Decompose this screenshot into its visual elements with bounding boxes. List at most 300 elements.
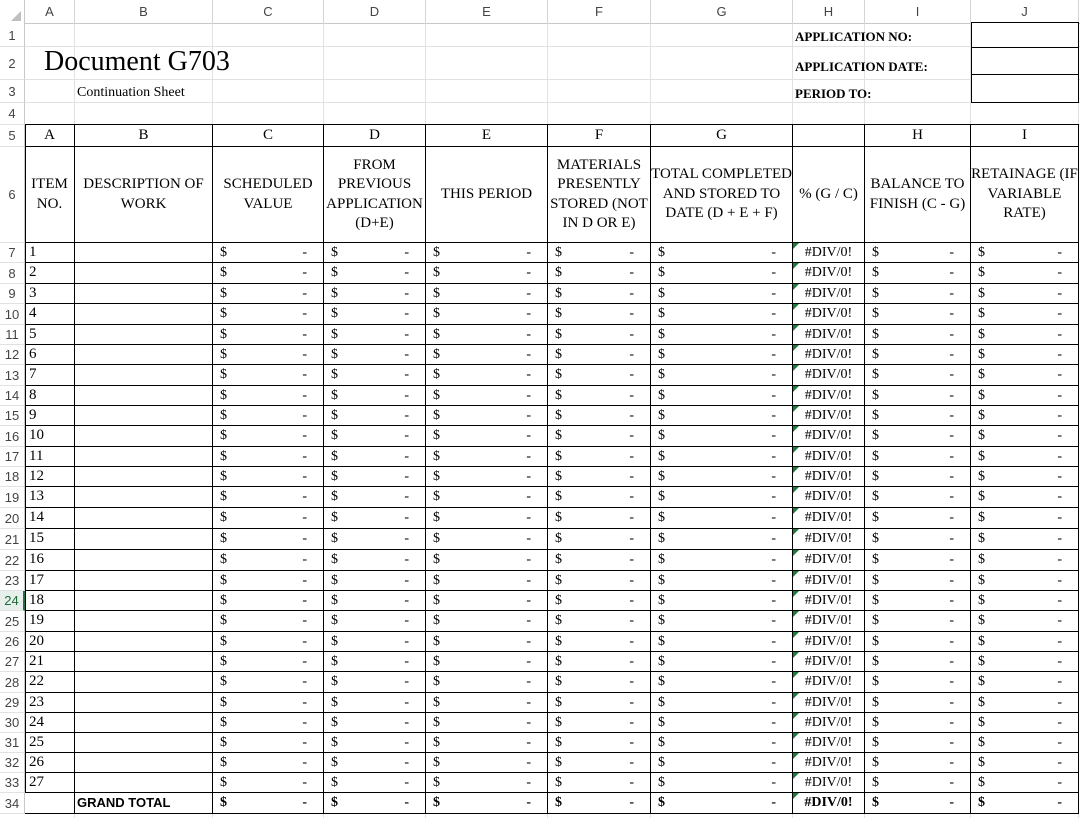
amount-cell[interactable] (213, 591, 324, 611)
amount-cell[interactable] (865, 733, 971, 753)
amount-cell[interactable] (426, 773, 548, 793)
amount-cell[interactable] (426, 529, 548, 550)
amount-cell[interactable] (548, 632, 651, 652)
row-header-21[interactable]: 21 (0, 529, 25, 550)
amount-cell[interactable] (324, 325, 426, 345)
amount-cell[interactable] (971, 487, 1079, 508)
amount-cell[interactable] (651, 508, 793, 529)
amount-cell[interactable] (971, 386, 1079, 406)
amount-cell[interactable] (971, 713, 1079, 733)
percent-cell[interactable] (793, 325, 865, 345)
row-header-27[interactable]: 27 (0, 652, 25, 672)
row-header-30[interactable]: 30 (0, 713, 25, 733)
amount-cell[interactable] (971, 632, 1079, 652)
item-number-cell[interactable]: 17 (25, 571, 75, 591)
description-cell[interactable] (75, 345, 213, 365)
amount-cell[interactable] (213, 325, 324, 345)
percent-cell[interactable] (793, 611, 865, 632)
description-cell[interactable] (75, 406, 213, 426)
amount-cell[interactable] (213, 406, 324, 426)
amount-cell[interactable] (651, 693, 793, 713)
amount-cell[interactable] (426, 284, 548, 304)
row-header-34[interactable]: 34 (0, 793, 25, 814)
amount-cell[interactable] (213, 611, 324, 632)
column-header-g[interactable]: G (651, 0, 793, 24)
item-number-cell[interactable]: 14 (25, 508, 75, 529)
amount-cell[interactable] (865, 672, 971, 693)
item-number-cell[interactable]: 19 (25, 611, 75, 632)
amount-cell[interactable] (324, 591, 426, 611)
amount-cell[interactable] (426, 713, 548, 733)
description-cell[interactable] (75, 693, 213, 713)
row-header-15[interactable]: 15 (0, 406, 25, 426)
amount-cell[interactable] (865, 793, 971, 814)
percent-cell[interactable] (793, 508, 865, 529)
amount-cell[interactable] (651, 243, 793, 263)
amount-cell[interactable] (324, 487, 426, 508)
amount-cell[interactable] (548, 467, 651, 487)
item-number-cell[interactable]: 4 (25, 304, 75, 325)
amount-cell[interactable] (426, 447, 548, 467)
percent-cell[interactable] (793, 243, 865, 263)
item-number-cell[interactable]: 9 (25, 406, 75, 426)
amount-cell[interactable] (426, 632, 548, 652)
amount-cell[interactable] (651, 447, 793, 467)
amount-cell[interactable] (324, 611, 426, 632)
amount-cell[interactable] (213, 793, 324, 814)
amount-cell[interactable] (324, 345, 426, 365)
application-no-field[interactable] (971, 22, 1079, 48)
amount-cell[interactable] (426, 672, 548, 693)
amount-cell[interactable] (971, 672, 1079, 693)
row-header-24[interactable]: 24 (0, 591, 25, 611)
amount-cell[interactable] (426, 611, 548, 632)
amount-cell[interactable] (548, 447, 651, 467)
percent-cell[interactable] (793, 652, 865, 672)
amount-cell[interactable] (865, 591, 971, 611)
amount-cell[interactable] (651, 591, 793, 611)
amount-cell[interactable] (213, 753, 324, 773)
amount-cell[interactable] (426, 325, 548, 345)
amount-cell[interactable] (324, 447, 426, 467)
percent-cell[interactable] (793, 284, 865, 304)
percent-cell[interactable] (793, 672, 865, 693)
amount-cell[interactable] (971, 467, 1079, 487)
amount-cell[interactable] (971, 243, 1079, 263)
amount-cell[interactable] (548, 611, 651, 632)
amount-cell[interactable] (651, 672, 793, 693)
item-number-cell[interactable]: 10 (25, 426, 75, 447)
row-header-7[interactable]: 7 (0, 243, 25, 263)
percent-cell[interactable] (793, 263, 865, 284)
item-number-cell[interactable]: 13 (25, 487, 75, 508)
amount-cell[interactable] (426, 591, 548, 611)
item-number-cell[interactable]: 27 (25, 773, 75, 793)
amount-cell[interactable] (548, 325, 651, 345)
amount-cell[interactable] (324, 467, 426, 487)
amount-cell[interactable] (865, 447, 971, 467)
description-cell[interactable] (75, 243, 213, 263)
percent-cell[interactable] (793, 426, 865, 447)
amount-cell[interactable] (865, 345, 971, 365)
amount-cell[interactable] (213, 243, 324, 263)
amount-cell[interactable] (651, 386, 793, 406)
column-header-e[interactable]: E (426, 0, 548, 24)
amount-cell[interactable] (324, 304, 426, 325)
amount-cell[interactable] (548, 284, 651, 304)
amount-cell[interactable] (426, 733, 548, 753)
amount-cell[interactable] (971, 284, 1079, 304)
item-number-cell[interactable]: 3 (25, 284, 75, 304)
percent-cell[interactable] (793, 447, 865, 467)
amount-cell[interactable] (971, 753, 1079, 773)
amount-cell[interactable] (548, 406, 651, 426)
amount-cell[interactable] (324, 284, 426, 304)
amount-cell[interactable] (426, 652, 548, 672)
amount-cell[interactable] (548, 693, 651, 713)
amount-cell[interactable] (865, 487, 971, 508)
row-header-32[interactable]: 32 (0, 753, 25, 773)
amount-cell[interactable] (213, 652, 324, 672)
amount-cell[interactable] (213, 733, 324, 753)
percent-cell[interactable] (793, 693, 865, 713)
amount-cell[interactable] (651, 793, 793, 814)
amount-cell[interactable] (971, 263, 1079, 284)
item-number-cell[interactable]: 18 (25, 591, 75, 611)
row-header-17[interactable]: 17 (0, 447, 25, 467)
amount-cell[interactable] (324, 733, 426, 753)
amount-cell[interactable] (651, 611, 793, 632)
amount-cell[interactable] (865, 753, 971, 773)
amount-cell[interactable] (426, 753, 548, 773)
amount-cell[interactable] (651, 733, 793, 753)
row-header-18[interactable]: 18 (0, 467, 25, 487)
description-cell[interactable] (75, 753, 213, 773)
description-cell[interactable] (75, 365, 213, 386)
amount-cell[interactable] (324, 652, 426, 672)
description-cell[interactable] (75, 550, 213, 571)
amount-cell[interactable] (548, 304, 651, 325)
percent-cell[interactable] (793, 345, 865, 365)
percent-cell[interactable] (793, 753, 865, 773)
row-header-6[interactable]: 6 (0, 147, 25, 243)
amount-cell[interactable] (971, 550, 1079, 571)
amount-cell[interactable] (865, 550, 971, 571)
amount-cell[interactable] (324, 529, 426, 550)
amount-cell[interactable] (213, 773, 324, 793)
amount-cell[interactable] (865, 263, 971, 284)
amount-cell[interactable] (971, 508, 1079, 529)
row-header-26[interactable]: 26 (0, 632, 25, 652)
amount-cell[interactable] (213, 447, 324, 467)
amount-cell[interactable] (213, 304, 324, 325)
amount-cell[interactable] (548, 508, 651, 529)
percent-cell[interactable] (793, 365, 865, 386)
amount-cell[interactable] (426, 693, 548, 713)
item-number-cell[interactable]: 26 (25, 753, 75, 773)
amount-cell[interactable] (426, 386, 548, 406)
description-cell[interactable] (75, 571, 213, 591)
item-number-cell[interactable]: 24 (25, 713, 75, 733)
amount-cell[interactable] (651, 406, 793, 426)
amount-cell[interactable] (426, 243, 548, 263)
description-cell[interactable] (75, 591, 213, 611)
amount-cell[interactable] (324, 550, 426, 571)
column-header-a[interactable]: A (25, 0, 75, 24)
item-number-cell[interactable]: 6 (25, 345, 75, 365)
amount-cell[interactable] (971, 406, 1079, 426)
description-cell[interactable] (75, 426, 213, 447)
amount-cell[interactable] (971, 447, 1079, 467)
amount-cell[interactable] (865, 611, 971, 632)
amount-cell[interactable] (971, 571, 1079, 591)
amount-cell[interactable] (324, 243, 426, 263)
item-number-cell[interactable]: 11 (25, 447, 75, 467)
description-cell[interactable] (75, 263, 213, 284)
item-number-cell[interactable]: 21 (25, 652, 75, 672)
amount-cell[interactable] (865, 529, 971, 550)
amount-cell[interactable] (651, 365, 793, 386)
amount-cell[interactable] (971, 325, 1079, 345)
amount-cell[interactable] (971, 365, 1079, 386)
percent-cell[interactable] (793, 467, 865, 487)
amount-cell[interactable] (865, 243, 971, 263)
amount-cell[interactable] (213, 386, 324, 406)
amount-cell[interactable] (548, 713, 651, 733)
amount-cell[interactable] (865, 693, 971, 713)
amount-cell[interactable] (865, 571, 971, 591)
description-cell[interactable] (75, 487, 213, 508)
row-header-12[interactable]: 12 (0, 345, 25, 365)
amount-cell[interactable] (548, 365, 651, 386)
amount-cell[interactable] (651, 652, 793, 672)
description-cell[interactable] (75, 632, 213, 652)
row-header-13[interactable]: 13 (0, 365, 25, 386)
row-header-33[interactable]: 33 (0, 773, 25, 793)
row-header-4[interactable]: 4 (0, 103, 25, 125)
description-cell[interactable] (75, 652, 213, 672)
amount-cell[interactable] (324, 365, 426, 386)
amount-cell[interactable] (548, 345, 651, 365)
amount-cell[interactable] (324, 632, 426, 652)
amount-cell[interactable] (324, 263, 426, 284)
amount-cell[interactable] (213, 550, 324, 571)
amount-cell[interactable] (971, 591, 1079, 611)
amount-cell[interactable] (865, 304, 971, 325)
row-header-22[interactable]: 22 (0, 550, 25, 571)
description-cell[interactable] (75, 773, 213, 793)
column-header-j[interactable]: J (971, 0, 1079, 24)
row-header-3[interactable]: 3 (0, 80, 25, 103)
item-number-cell[interactable]: 1 (25, 243, 75, 263)
item-number-cell[interactable]: 7 (25, 365, 75, 386)
select-all-corner[interactable] (0, 0, 25, 24)
item-number-cell[interactable]: 2 (25, 263, 75, 284)
column-header-c[interactable]: C (213, 0, 324, 24)
amount-cell[interactable] (865, 467, 971, 487)
row-header-1[interactable]: 1 (0, 24, 25, 47)
column-header-i[interactable]: I (865, 0, 971, 24)
amount-cell[interactable] (651, 467, 793, 487)
amount-cell[interactable] (651, 325, 793, 345)
percent-cell[interactable] (793, 591, 865, 611)
amount-cell[interactable] (651, 571, 793, 591)
amount-cell[interactable] (426, 550, 548, 571)
amount-cell[interactable] (213, 426, 324, 447)
amount-cell[interactable] (651, 632, 793, 652)
amount-cell[interactable] (324, 713, 426, 733)
amount-cell[interactable] (865, 713, 971, 733)
amount-cell[interactable] (324, 793, 426, 814)
amount-cell[interactable] (651, 284, 793, 304)
amount-cell[interactable] (213, 508, 324, 529)
application-date-field[interactable] (971, 47, 1079, 75)
amount-cell[interactable] (213, 263, 324, 284)
amount-cell[interactable] (426, 487, 548, 508)
amount-cell[interactable] (865, 365, 971, 386)
amount-cell[interactable] (971, 611, 1079, 632)
description-cell[interactable] (75, 713, 213, 733)
row-header-10[interactable]: 10 (0, 304, 25, 325)
row-header-28[interactable]: 28 (0, 672, 25, 693)
amount-cell[interactable] (324, 672, 426, 693)
amount-cell[interactable] (865, 284, 971, 304)
percent-cell[interactable] (793, 733, 865, 753)
amount-cell[interactable] (548, 773, 651, 793)
column-header-d[interactable]: D (324, 0, 426, 24)
amount-cell[interactable] (548, 652, 651, 672)
percent-cell[interactable] (793, 793, 865, 814)
amount-cell[interactable] (971, 529, 1079, 550)
column-header-b[interactable]: B (75, 0, 213, 24)
row-header-9[interactable]: 9 (0, 284, 25, 304)
amount-cell[interactable] (213, 571, 324, 591)
amount-cell[interactable] (971, 733, 1079, 753)
amount-cell[interactable] (651, 487, 793, 508)
percent-cell[interactable] (793, 487, 865, 508)
amount-cell[interactable] (324, 406, 426, 426)
amount-cell[interactable] (213, 467, 324, 487)
amount-cell[interactable] (548, 263, 651, 284)
amount-cell[interactable] (865, 652, 971, 672)
description-cell[interactable] (75, 672, 213, 693)
percent-cell[interactable] (793, 304, 865, 325)
item-number-cell[interactable]: 25 (25, 733, 75, 753)
amount-cell[interactable] (426, 263, 548, 284)
amount-cell[interactable] (651, 773, 793, 793)
row-header-31[interactable]: 31 (0, 733, 25, 753)
row-header-19[interactable]: 19 (0, 487, 25, 508)
row-header-8[interactable]: 8 (0, 263, 25, 284)
amount-cell[interactable] (865, 386, 971, 406)
amount-cell[interactable] (213, 529, 324, 550)
amount-cell[interactable] (324, 426, 426, 447)
amount-cell[interactable] (426, 571, 548, 591)
amount-cell[interactable] (213, 693, 324, 713)
description-cell[interactable] (75, 325, 213, 345)
amount-cell[interactable] (213, 284, 324, 304)
amount-cell[interactable] (865, 508, 971, 529)
amount-cell[interactable] (324, 571, 426, 591)
amount-cell[interactable] (865, 773, 971, 793)
item-number-cell[interactable]: 12 (25, 467, 75, 487)
percent-cell[interactable] (793, 773, 865, 793)
description-cell[interactable] (75, 508, 213, 529)
item-number-cell[interactable]: 5 (25, 325, 75, 345)
amount-cell[interactable] (651, 550, 793, 571)
item-number-cell[interactable]: 23 (25, 693, 75, 713)
amount-cell[interactable] (548, 793, 651, 814)
description-cell[interactable] (75, 447, 213, 467)
item-number-cell[interactable]: 16 (25, 550, 75, 571)
amount-cell[interactable] (865, 632, 971, 652)
amount-cell[interactable] (971, 345, 1079, 365)
amount-cell[interactable] (426, 508, 548, 529)
amount-cell[interactable] (548, 591, 651, 611)
amount-cell[interactable] (426, 793, 548, 814)
amount-cell[interactable] (548, 487, 651, 508)
percent-cell[interactable] (793, 571, 865, 591)
amount-cell[interactable] (426, 426, 548, 447)
item-number-cell[interactable]: 22 (25, 672, 75, 693)
row-header-23[interactable]: 23 (0, 571, 25, 591)
column-header-h[interactable]: H (793, 0, 865, 24)
row-header-14[interactable]: 14 (0, 386, 25, 406)
amount-cell[interactable] (865, 325, 971, 345)
amount-cell[interactable] (865, 426, 971, 447)
amount-cell[interactable] (548, 386, 651, 406)
amount-cell[interactable] (548, 733, 651, 753)
amount-cell[interactable] (971, 304, 1079, 325)
amount-cell[interactable] (324, 753, 426, 773)
amount-cell[interactable] (651, 426, 793, 447)
amount-cell[interactable] (324, 508, 426, 529)
description-cell[interactable] (75, 284, 213, 304)
amount-cell[interactable] (971, 652, 1079, 672)
row-header-5[interactable]: 5 (0, 125, 25, 147)
amount-cell[interactable] (651, 263, 793, 284)
amount-cell[interactable] (651, 753, 793, 773)
amount-cell[interactable] (548, 753, 651, 773)
amount-cell[interactable] (426, 365, 548, 386)
amount-cell[interactable] (213, 713, 324, 733)
amount-cell[interactable] (865, 406, 971, 426)
item-number-cell[interactable]: 15 (25, 529, 75, 550)
amount-cell[interactable] (971, 793, 1079, 814)
percent-cell[interactable] (793, 529, 865, 550)
amount-cell[interactable] (651, 529, 793, 550)
description-cell[interactable] (75, 733, 213, 753)
amount-cell[interactable] (324, 386, 426, 406)
percent-cell[interactable] (793, 632, 865, 652)
amount-cell[interactable] (548, 426, 651, 447)
row-header-16[interactable]: 16 (0, 426, 25, 447)
description-cell[interactable] (75, 467, 213, 487)
amount-cell[interactable] (651, 345, 793, 365)
percent-cell[interactable] (793, 406, 865, 426)
description-cell[interactable] (75, 611, 213, 632)
amount-cell[interactable] (213, 345, 324, 365)
item-number-cell[interactable]: 8 (25, 386, 75, 406)
description-cell[interactable] (75, 304, 213, 325)
amount-cell[interactable] (426, 304, 548, 325)
total-item-cell[interactable] (25, 793, 75, 814)
amount-cell[interactable] (213, 672, 324, 693)
amount-cell[interactable] (548, 571, 651, 591)
amount-cell[interactable] (971, 426, 1079, 447)
amount-cell[interactable] (971, 693, 1079, 713)
item-number-cell[interactable]: 20 (25, 632, 75, 652)
